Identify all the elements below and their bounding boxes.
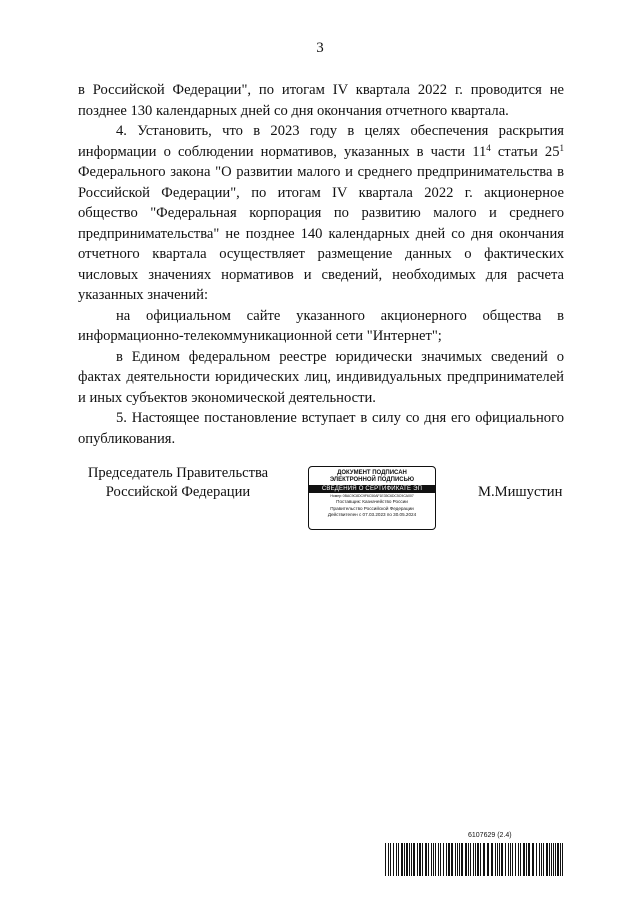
stamp-validity: Действителен с 07.03.2023 по 30.05.2024 [327, 512, 417, 517]
stamp-owner: Правительство Российской Федерации [330, 505, 414, 511]
barcode [385, 843, 563, 876]
document-body [78, 80, 564, 449]
paragraph-2-part-c: Федерального закона "О развитии малого и среднего предпринимательства в Российской Федерации", по итогам IV квартала 2022 г. акционерное общество "Федеральная корпорация по развитию малого и среднего предпринимательства" не позднее 140 календарных дней со дня окончания отчетного квартала осуществляет размещение данных о фактических числовых значениях нормативов и сведений, необходимых для расчета указанных значений: [78, 164, 564, 303]
signer-position-line-1: Председатель Правительства [87, 465, 269, 481]
signer-name: М.Мишустин [478, 484, 563, 500]
paragraph-3: на официальном сайте указанного акционерного общества в информационно-телекоммуникационной сети "Интернет"; [78, 307, 564, 344]
paragraph-5: 5. Настоящее постановление вступает в силу со дня его официального опубликования. [78, 410, 564, 447]
stamp-line-1: ДОКУМЕНТ ПОДПИСАН [337, 470, 407, 476]
paragraph-2-part-a: 4. Установить, что в 2023 году в целях обеспечения раскрытия информации о соблюдении нормативов, указанных в части 11 [78, 123, 564, 160]
stamp-line-2: ЭЛЕКТРОННОЙ ПОДПИСЬЮ [329, 477, 415, 483]
signer-position [78, 464, 278, 502]
stamp-certificate-band: СВЕДЕНИЯ О СЕРТИФИКАТЕ ЭП [309, 485, 435, 493]
paragraph-2-part-b: статьи 25 [490, 143, 560, 160]
stamp-serial: Номер: 0BAC9C8DC9F6C50AF1E35C6DC5C9CA007 [330, 494, 414, 498]
stamp-issuer: Поставщик: Казначейство России [336, 499, 408, 504]
superscript-1: 1 [559, 142, 564, 153]
signer-position-line-2: Российской Федерации [105, 484, 251, 500]
paragraph-2 [78, 121, 564, 306]
electronic-signature-stamp [308, 466, 436, 530]
superscript-4: 4 [486, 142, 491, 153]
page-number: 3 [316, 40, 324, 56]
paragraph-1: в Российской Федерации", по итогам IV квартала 2022 г. проводится не позднее 130 календарных дней со дня окончания отчетного квартала. [78, 82, 564, 119]
paragraph-4: в Едином федеральном реестре юридически значимых сведений о фактах деятельности юридических лиц, индивидуальных предпринимателей и иных субъектов экономической деятельности. [78, 348, 564, 406]
barcode-number: 6107629 (2.4) [468, 832, 512, 839]
